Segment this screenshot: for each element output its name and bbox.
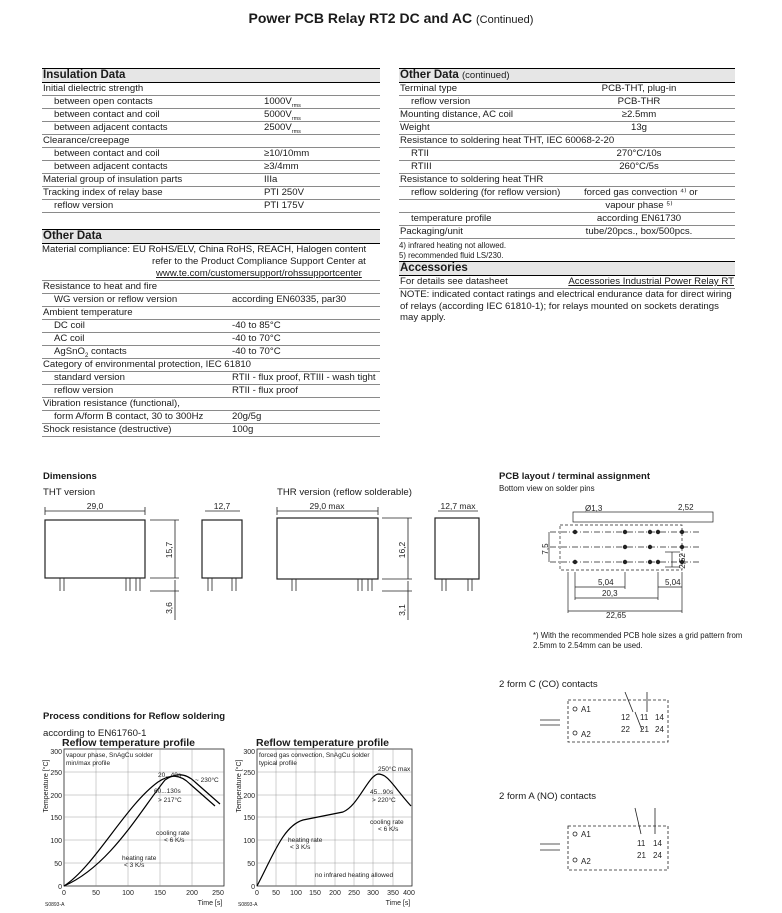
row-label: between adjacent contacts [54,122,168,133]
no-contacts-diagram [535,804,675,874]
ann-cooling-value: < 6 K/s [378,826,399,833]
ann-cooling-rate: cooling rate [156,830,190,837]
x-tick: 200 [329,890,341,897]
y-tick: 0 [251,884,255,891]
row-value: $1000V_{rms}$ [264,96,301,109]
x-tick: 100 [122,890,134,897]
dimensions-heading: Dimensions [43,471,97,482]
no-pin-14: 14 [653,839,662,848]
row-label: form A/form B contact, 30 to 300Hz [54,411,204,422]
row-label: reflow version [411,96,471,107]
y-tick: 150 [50,815,62,822]
accessories-link[interactable]: Accessories Industrial Power Relay RT [568,276,734,287]
ann-no-infrared: no infrared heating allowed [315,872,394,879]
y-tick: 100 [243,838,255,845]
dim-12-7: 12,7 [213,501,231,511]
no-pin-21: 21 [637,851,646,860]
dim-3-6: 3,6 [164,602,174,614]
row-label: Material group of insulation parts [43,174,183,185]
x-tick: 200 [186,890,198,897]
row-value: 260°C/5s [619,161,659,172]
pcb-layout-subheading: Bottom view on solder pins [499,484,595,493]
x-tick: 0 [255,890,259,897]
row-label: reflow version [54,385,114,396]
pcb-footnote: *) With the recommended PCB hole sizes a grid pattern from 2.5mm to 2.54mm can be used. [533,631,743,650]
x-tick: 150 [309,890,321,897]
co-pin-22: 22 [621,725,630,734]
x-axis-label: Time [s] [385,900,411,907]
data-row [42,307,380,320]
y-tick: 0 [58,884,62,891]
reflow-left-legend-2: min/max profile [66,760,111,767]
data-row [42,109,380,122]
dim-15-7: 15,7 [164,541,174,559]
co-contacts-diagram [535,692,675,752]
row-value: PTI 175V [264,200,304,211]
compliance-link[interactable]: www.te.com/customersupport/rohssupportcenter [42,268,380,281]
data-row [399,226,735,239]
row-value: PTI 250V [264,187,304,198]
no-pin-11: 11 [637,839,646,848]
dim-12-7-max: 12,7 max [440,501,476,511]
row-label: between open contacts [54,96,153,107]
data-row [399,148,735,161]
dim-5-04-b: 5,04 [665,578,681,587]
row-value: RTII - flux proof, RTIII - wash tight [232,372,376,383]
row-label: standard version [54,372,125,383]
thr-version-label: THR version (reflow solderable) [277,487,412,498]
dim-hole: Ø1,3 [585,504,603,513]
accessories-note: NOTE: indicated contact ratings and electrical endurance data for direct wiring of relays (according IEC 61810-1); for relays mounted on sockets deratings may apply. [400,289,732,323]
other-data-continued-section [399,68,735,261]
row-label: DC coil [54,320,85,331]
data-row [42,398,380,411]
row-label: Mounting distance, AC coil [400,109,514,120]
co-contacts-title: 2 form C (CO) contacts [499,679,598,690]
co-pin-24: 24 [655,725,664,734]
x-tick: 150 [154,890,166,897]
accessories-heading: Accessories [399,261,735,276]
other-data-heading: Other Data [42,229,380,244]
row-value: $2500V_{rms}$ [264,122,301,135]
dim-3-1: 3,1 [397,604,407,616]
row-value: ≥3/4mm [264,161,299,172]
y-tick: 50 [54,861,62,868]
row-label: reflow version [54,200,114,211]
y-tick: 200 [243,793,255,800]
row-value: $5000V_{rms}$ [264,109,301,122]
compliance-line-2: refer to the Product Compliance Support Center at [152,256,366,267]
y-tick: 300 [243,749,255,756]
no-a2-label: A2 [581,857,591,866]
data-row [399,200,735,213]
data-row [42,161,380,174]
data-row [42,385,380,398]
row-label: Terminal type [400,83,458,94]
row-value: 270°C/10s [616,148,662,159]
x-axis-label: Time [s] [197,900,223,907]
row-value: 100g [232,424,254,435]
row-label: Resistance to heat and fire [43,281,158,292]
dim-29-max: 29,0 max [309,501,345,511]
row-label: RTIII [411,161,432,172]
dimension-drawings [40,498,490,623]
reflow-left-chart [40,746,235,909]
no-contacts-title: 2 form A (NO) contacts [499,791,597,802]
y-axis-label: Temperature [°C] [43,759,50,813]
dim-2-52-top: 2,52 [678,503,694,512]
y-axis-label: Temperature [°C] [236,759,243,813]
process-heading: Process conditions for Reflow soldering [43,711,226,722]
row-label: Weight [400,122,430,133]
row-label: Clearance/creepage [43,135,130,146]
x-tick: 50 [272,890,280,897]
x-tick: 50 [92,890,100,897]
ann-heating-rate: heating rate [288,837,323,844]
row-value: PCB-THT, plug-in [601,83,677,94]
data-row [42,320,380,333]
row-label: Shock resistance (destructive) [43,424,172,435]
row-label: AC coil [54,333,85,344]
chart-code: S0893-A [238,902,258,908]
row-label: Packaging/unit [400,226,463,237]
row-value: -40 to 70°C [232,346,281,357]
reflow-left-title: Reflow temperature profile [62,737,196,749]
row-value: -40 to 85°C [232,320,281,331]
dim-2-52-side: 2,52 [678,553,687,569]
ann-heating-value: < 3 K/s [290,844,311,851]
accessories-section [399,261,735,324]
row-label: Resistance to soldering heat THR [400,174,544,185]
reflow-right-legend-2: typical profile [259,760,297,767]
row-value: 20g/5g [232,411,262,422]
page-title: Power PCB Relay RT2 DC and AC (Continued) [248,10,534,26]
x-tick: 400 [403,890,415,897]
pcb-layout-heading: PCB layout / terminal assignment [499,471,650,482]
insulation-heading: Insulation Data [42,68,380,83]
row-value: 13g [630,122,647,133]
row-label: AgSnO$_2$ contacts [54,346,127,359]
x-tick: 350 [387,890,399,897]
row-value: according EN61730 [596,213,682,224]
data-row [42,174,380,187]
no-a1-label: A1 [581,830,591,839]
row-value: ≥2.5mm [621,109,657,120]
pcb-layout-drawing [540,497,715,622]
row-label: RTII [411,148,429,159]
dim-22-65: 22,65 [606,611,627,620]
row-value: ≥10/10mm [264,148,310,159]
row-label: Ambient temperature [43,307,133,318]
data-row [42,281,380,294]
co-pin-12: 12 [621,713,630,722]
y-tick: 50 [247,861,255,868]
row-value: -40 to 70°C [232,333,281,344]
data-row [42,148,380,161]
data-row [42,333,380,346]
data-row [399,161,735,174]
row-label: between adjacent contacts [54,161,168,172]
chart-code: S0893-A [45,902,65,908]
dim-20-3: 20,3 [602,589,618,598]
data-row [399,83,735,96]
data-row [399,109,735,122]
reflow-right-legend-1: forced gas convection, SnAgCu solder [259,752,370,759]
ann-20-40s: 20...40s [158,772,182,779]
insulation-data-section [42,68,380,213]
ann-230c: ~ 230°C [195,777,219,784]
ann-220c: > 220°C [372,797,396,804]
y-tick: 100 [50,838,62,845]
data-row [399,174,735,187]
row-label: temperature profile [411,213,492,224]
row-value: IIIa [264,174,278,185]
row-label: between contact and coil [54,109,160,120]
data-row [399,122,735,135]
row-value: vapour phase ⁵⁾ [605,200,673,211]
x-tick: 300 [367,890,379,897]
row-label: Category of environmental protection, IEC 61810 [43,359,251,370]
x-tick: 250 [212,890,224,897]
data-row [42,424,380,437]
data-row [42,122,380,135]
ann-heating-rate: heating rate [122,855,157,862]
co-a1-label: A1 [581,705,591,714]
ann-60-130s: 60...130s [154,788,181,795]
row-value: according EN60335, par30 [232,294,347,305]
y-tick: 250 [243,770,255,777]
x-tick: 100 [290,890,302,897]
footnote-5: 5) recommended fluid LS/230. [399,251,504,260]
other-data-continued-heading: Other Data (continued) [399,68,735,83]
process-standard: according to EN61760-1 [43,728,147,739]
footnote-4: 4) infrared heating not allowed. [399,241,507,250]
data-row [42,135,380,148]
data-row [42,96,380,109]
data-row [42,187,380,200]
data-row [42,83,380,96]
row-value: RTII - flux proof [232,385,298,396]
dim-16-2: 16,2 [397,541,407,559]
row-label: Initial dielectric strength [43,83,144,94]
ann-cooling-value: < 6 K/s [164,837,185,844]
dim-29: 29,0 [86,501,104,511]
dim-7-5: 7,5 [541,543,550,555]
reflow-left-legend-1: vapour phase, SnAgCu solder [66,752,153,759]
no-pin-24: 24 [653,851,662,860]
reflow-right-chart [233,746,418,909]
data-row [42,294,380,307]
tht-version-label: THT version [43,487,96,498]
co-a2-label: A2 [581,730,591,739]
data-row [399,135,735,148]
ann-45-90s: 45...90s [370,789,394,796]
data-row [399,187,735,200]
row-label: reflow soldering (for reflow version) [411,187,561,198]
data-row [42,200,380,213]
co-pin-14: 14 [655,713,664,722]
row-label: Resistance to soldering heat THT, IEC 60068-2-20 [400,135,615,146]
co-pin-11: 11 [640,713,649,722]
y-tick: 300 [50,749,62,756]
ann-250c-max: 250°C max [378,766,411,773]
compliance-line-1: Material compliance: EU RoHS/ELV, China RoHS, REACH, Halogen content [42,244,367,255]
reflow-right-title: Reflow temperature profile [256,737,390,749]
other-data-section [42,229,380,437]
row-value: tube/20pcs., box/500pcs. [585,226,693,237]
row-label: between contact and coil [54,148,160,159]
x-tick: 250 [348,890,360,897]
data-row [42,359,380,372]
ann-heating-value: < 3 K/s [124,862,145,869]
row-label: Vibration resistance (functional), [43,398,180,409]
data-row [399,96,735,109]
row-value: PCB-THR [617,96,661,107]
y-tick: 150 [243,815,255,822]
row-label: Tracking index of relay base [43,187,163,198]
data-row [42,346,380,359]
data-row [399,213,735,226]
data-row [42,372,380,385]
data-row [42,411,380,424]
row-label: WG version or reflow version [54,294,178,305]
dim-5-04-a: 5,04 [598,578,614,587]
co-pin-21: 21 [640,725,649,734]
ann-cooling-rate: cooling rate [370,819,404,826]
ann-217c: > 217°C [158,797,182,804]
y-tick: 250 [50,770,62,777]
x-tick: 0 [62,890,66,897]
y-tick: 200 [50,793,62,800]
accessories-label: For details see datasheet [400,276,508,287]
row-value: forced gas convection ⁴⁾ or [584,187,698,198]
